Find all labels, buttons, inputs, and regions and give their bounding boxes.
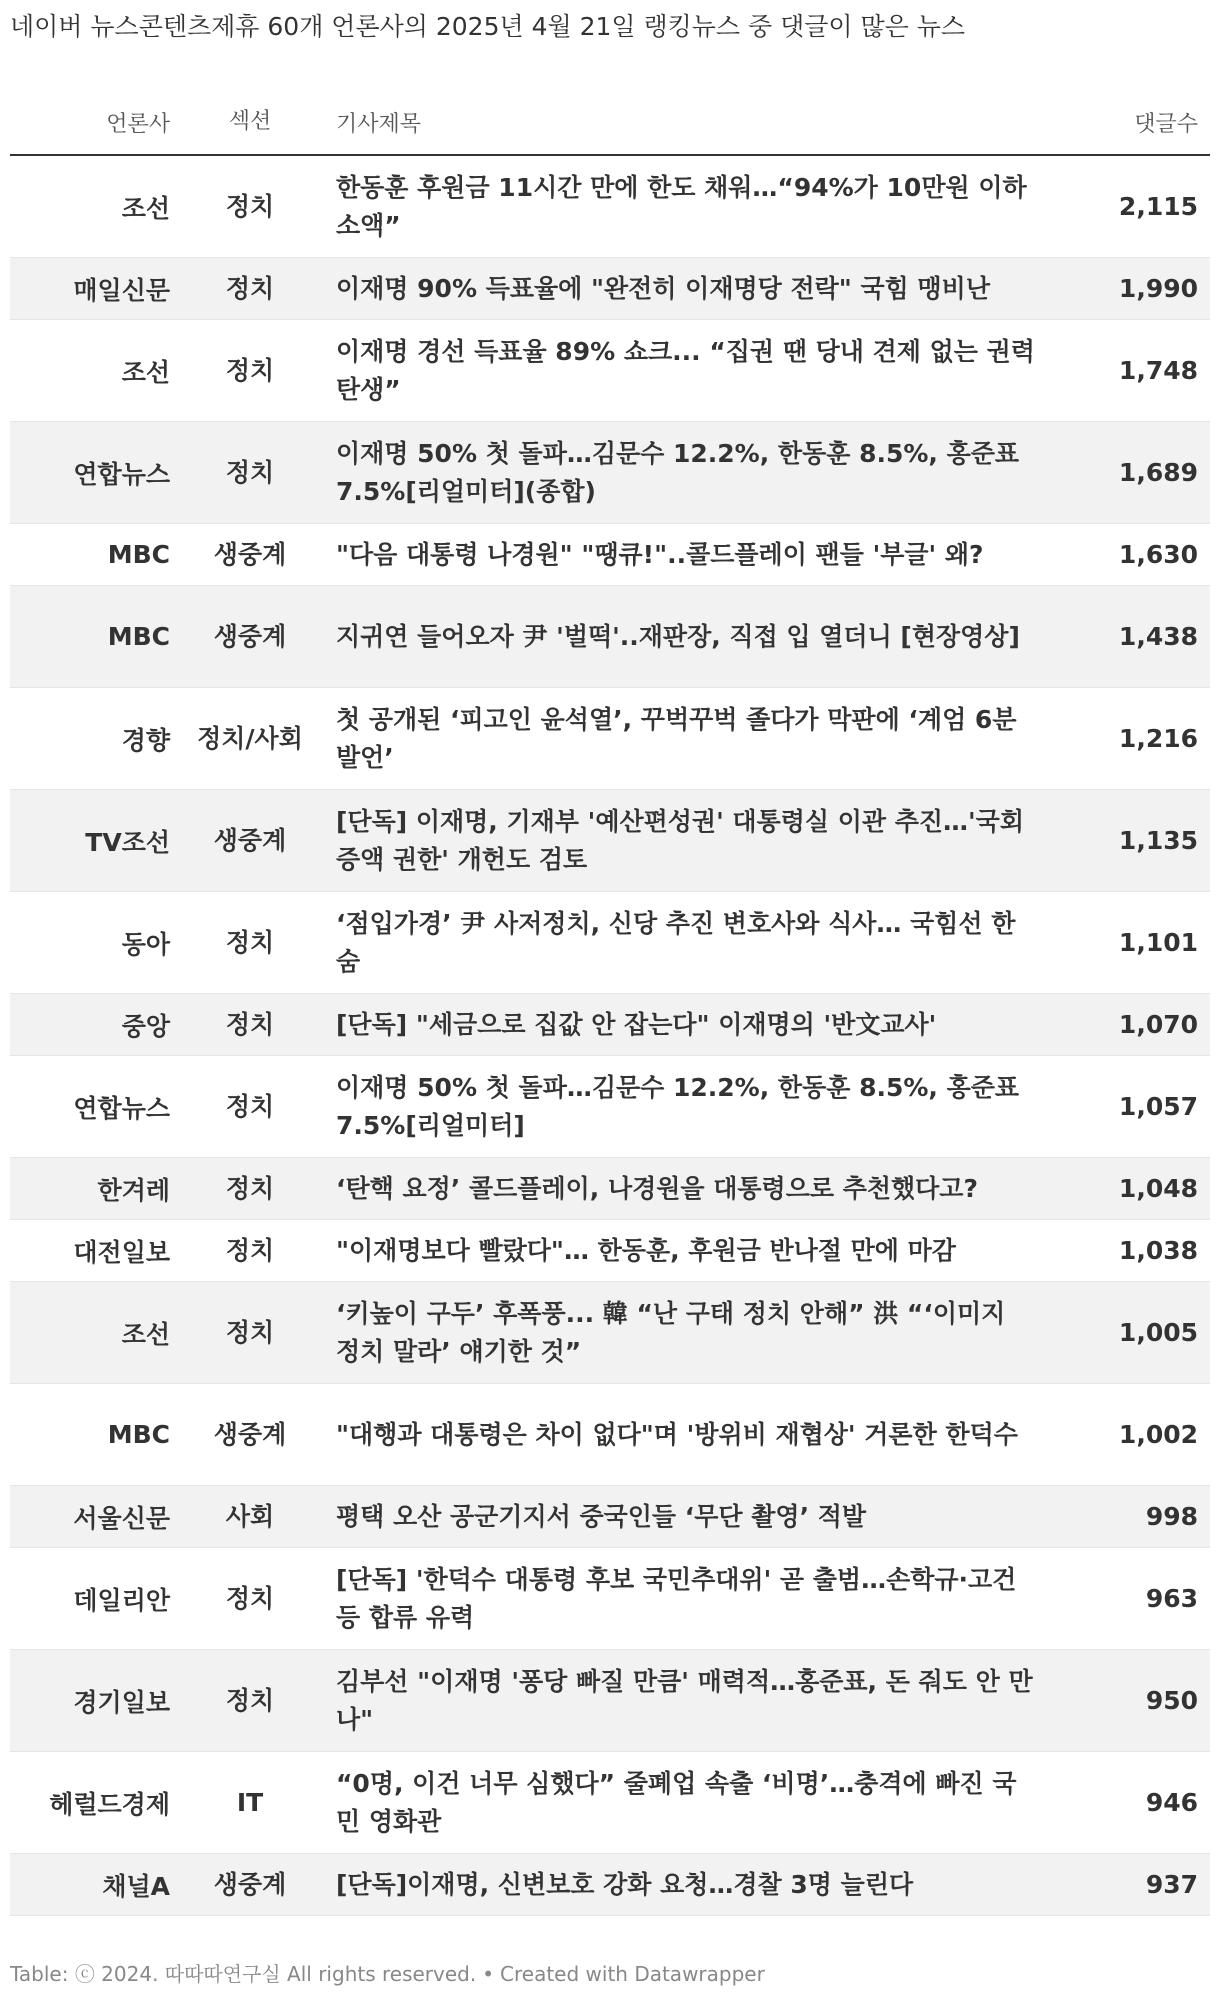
- cell-comments: 1,689: [1118, 458, 1198, 487]
- cell-section: 사회: [225, 1501, 275, 1531]
- cell-section: IT: [236, 1787, 264, 1817]
- cell-section: 정치: [225, 1173, 275, 1203]
- cell-section: 생중계: [213, 1869, 287, 1899]
- cell-section: 정치/사회: [197, 723, 303, 753]
- cell-comments: 1,135: [1118, 826, 1198, 855]
- cell-comments: 1,748: [1118, 356, 1198, 385]
- chart-footer: [10, 1958, 765, 1987]
- cell-publisher: 대전일보: [73, 1237, 170, 1267]
- table-row: [10, 790, 1210, 892]
- cell-publisher: 조선: [121, 193, 170, 223]
- cell-headline: "대행과 대통령은 차이 없다"며 '방위비 재협상' 거론한 한덕수: [336, 1419, 1018, 1449]
- cell-section: 생중계: [213, 539, 287, 569]
- cell-publisher: TV조선: [85, 827, 170, 857]
- cell-headline: 이재명 경선 득표율 89% 쇼크... “집권 땐 당내 견제 없는 권력 탄생”: [336, 336, 1035, 404]
- cell-comments: 1,216: [1118, 724, 1198, 753]
- cell-section: 정치: [225, 1685, 275, 1715]
- cell-section: 정치: [225, 457, 275, 487]
- header-section[interactable]: 섹션: [228, 109, 272, 134]
- cell-headline: 지귀연 들어오자 尹 '벌떡'..재판장, 직접 입 열더니 [현장영상]: [336, 621, 1020, 651]
- cell-publisher: 헤럴드경제: [49, 1789, 170, 1819]
- cell-comments: 1,048: [1118, 1174, 1198, 1203]
- cell-section: 정치: [225, 1009, 275, 1039]
- cell-publisher: 경기일보: [73, 1687, 170, 1717]
- cell-headline: 이재명 50% 첫 돌파…김문수 12.2%, 한동훈 8.5%, 홍준표 7.5%[리얼미터]: [336, 1072, 1020, 1140]
- cell-publisher: 매일신문: [73, 275, 170, 305]
- cell-comments: 1,990: [1118, 274, 1198, 303]
- cell-section: 생중계: [213, 825, 287, 855]
- cell-publisher: 동아: [121, 929, 170, 959]
- cell-headline: 한동훈 후원금 11시간 만에 한도 채워…“94%가 10만원 이하 소액”: [336, 172, 1027, 240]
- cell-section: 정치: [225, 1317, 275, 1347]
- cell-comments: 1,038: [1118, 1236, 1198, 1265]
- cell-publisher: 연합뉴스: [73, 1093, 170, 1123]
- data-table: [10, 90, 1210, 1916]
- table-row: [10, 524, 1210, 586]
- header-comments[interactable]: 댓글수: [1134, 111, 1198, 137]
- cell-publisher: 경향: [121, 725, 170, 755]
- cell-publisher: 연합뉴스: [73, 459, 170, 489]
- cell-publisher: 중앙: [121, 1011, 170, 1041]
- cell-headline: "이재명보다 빨랐다"… 한동훈, 후원금 반나절 만에 마감: [336, 1235, 956, 1265]
- cell-comments: 1,438: [1118, 622, 1198, 651]
- footer-tool-link[interactable]: Created with Datawrapper: [500, 1962, 765, 1986]
- footer-credit: Table: ⓒ 2024. 따따따연구실 All rights reserved.: [10, 1962, 477, 1986]
- cell-publisher: 조선: [121, 1319, 170, 1349]
- table-row: [10, 1752, 1210, 1854]
- cell-section: 정치: [225, 1091, 275, 1121]
- cell-headline: 평택 오산 공군기지서 중국인들 ‘무단 촬영’ 적발: [336, 1501, 867, 1531]
- cell-headline: "다음 대통령 나경원" "땡큐!"..콜드플레이 팬들 '부글' 왜?: [336, 539, 984, 569]
- cell-publisher: 채널A: [102, 1871, 170, 1901]
- table-body: [10, 156, 1210, 1916]
- table-row: [10, 1384, 1210, 1486]
- table-row: [10, 892, 1210, 994]
- table-row: [10, 422, 1210, 524]
- cell-headline: “0명, 이건 너무 심했다” 줄폐업 속출 ‘비명’…충격에 빠진 국민 영화관: [336, 1768, 1017, 1836]
- table-row: [10, 1056, 1210, 1158]
- cell-headline: [단독] '한덕수 대통령 후보 국민추대위' 곧 출범…손학규·고건 등 합류 유력: [336, 1564, 1017, 1632]
- cell-headline: [단독]이재명, 신변보호 강화 요청…경찰 3명 늘린다: [336, 1869, 914, 1899]
- cell-section: 정치: [225, 355, 275, 385]
- cell-comments: 1,057: [1118, 1092, 1198, 1121]
- table-row: [10, 586, 1210, 688]
- header-headline[interactable]: 기사제목: [336, 111, 422, 137]
- cell-headline: 이재명 90% 득표율에 "완전히 이재명당 전락" 국힘 맹비난: [336, 273, 990, 303]
- cell-section: 정치: [225, 1235, 275, 1265]
- cell-comments: 1,070: [1118, 1010, 1198, 1039]
- cell-comments: 937: [1145, 1870, 1198, 1899]
- table-row: [10, 688, 1210, 790]
- cell-publisher: 데일리안: [73, 1585, 170, 1615]
- cell-publisher: MBC: [107, 540, 170, 569]
- cell-headline: [단독] 이재명, 기재부 '예산편성권' 대통령실 이관 추진…'국회 증액 권한' 개헌도 검토: [336, 806, 1024, 874]
- cell-publisher: 조선: [121, 357, 170, 387]
- cell-publisher: MBC: [107, 1420, 170, 1449]
- table-row: [10, 1158, 1210, 1220]
- cell-comments: 963: [1145, 1584, 1198, 1613]
- cell-section: 정치: [225, 927, 275, 957]
- cell-publisher: 서울신문: [73, 1503, 170, 1533]
- cell-publisher: 한겨레: [97, 1175, 170, 1205]
- table-row: [10, 994, 1210, 1056]
- table-header: [10, 90, 1210, 156]
- table-row: [10, 320, 1210, 422]
- cell-headline: ‘탄핵 요정’ 콜드플레이, 나경원을 대통령으로 추천했다고?: [336, 1173, 978, 1203]
- cell-headline: 김부선 "이재명 '퐁당 빠질 만큼' 매력적…홍준표, 돈 줘도 안 만나": [336, 1666, 1033, 1734]
- cell-section: 정치: [225, 191, 275, 221]
- header-publisher[interactable]: 언론사: [106, 111, 170, 137]
- chart-title: 네이버 뉴스콘텐츠제휴 60개 언론사의 2025년 4월 21일 랭킹뉴스 중 댓글이 많은 뉴스: [10, 12, 966, 41]
- cell-headline: 첫 공개된 ‘피고인 윤석열’, 꾸벅꾸벅 졸다가 막판에 ‘계엄 6분 발언’: [336, 704, 1017, 772]
- cell-headline: ‘점입가경’ 尹 사저정치, 신당 추진 변호사와 식사… 국힘선 한숨: [336, 908, 1016, 976]
- cell-comments: 1,630: [1118, 540, 1198, 569]
- table-row: [10, 1548, 1210, 1650]
- cell-comments: 1,002: [1118, 1420, 1198, 1449]
- footer-separator: •: [482, 1962, 495, 1986]
- cell-section: 생중계: [213, 1419, 287, 1449]
- cell-section: 정치: [225, 273, 275, 303]
- cell-section: 생중계: [213, 621, 287, 651]
- cell-comments: 998: [1145, 1502, 1198, 1531]
- table-row: [10, 1486, 1210, 1548]
- table-row: [10, 1650, 1210, 1752]
- cell-comments: 946: [1145, 1788, 1198, 1817]
- cell-comments: 1,005: [1118, 1318, 1198, 1347]
- cell-headline: [단독] "세금으로 집값 안 잡는다" 이재명의 '반文교사': [336, 1009, 937, 1039]
- table-row: [10, 258, 1210, 320]
- cell-comments: 1,101: [1118, 928, 1198, 957]
- table-row: [10, 156, 1210, 258]
- table-row: [10, 1220, 1210, 1282]
- cell-headline: 이재명 50% 첫 돌파…김문수 12.2%, 한동훈 8.5%, 홍준표 7.5%[리얼미터](종합): [336, 438, 1020, 506]
- cell-headline: ‘키높이 구두’ 후폭풍... 韓 “난 구태 정치 안해” 洪 “‘이미지 정치 말라’ 얘기한 것”: [336, 1298, 1006, 1366]
- cell-comments: 2,115: [1118, 192, 1198, 221]
- cell-publisher: MBC: [107, 622, 170, 651]
- cell-section: 정치: [225, 1583, 275, 1613]
- table-row: [10, 1282, 1210, 1384]
- table-row: [10, 1854, 1210, 1916]
- cell-comments: 950: [1145, 1686, 1198, 1715]
